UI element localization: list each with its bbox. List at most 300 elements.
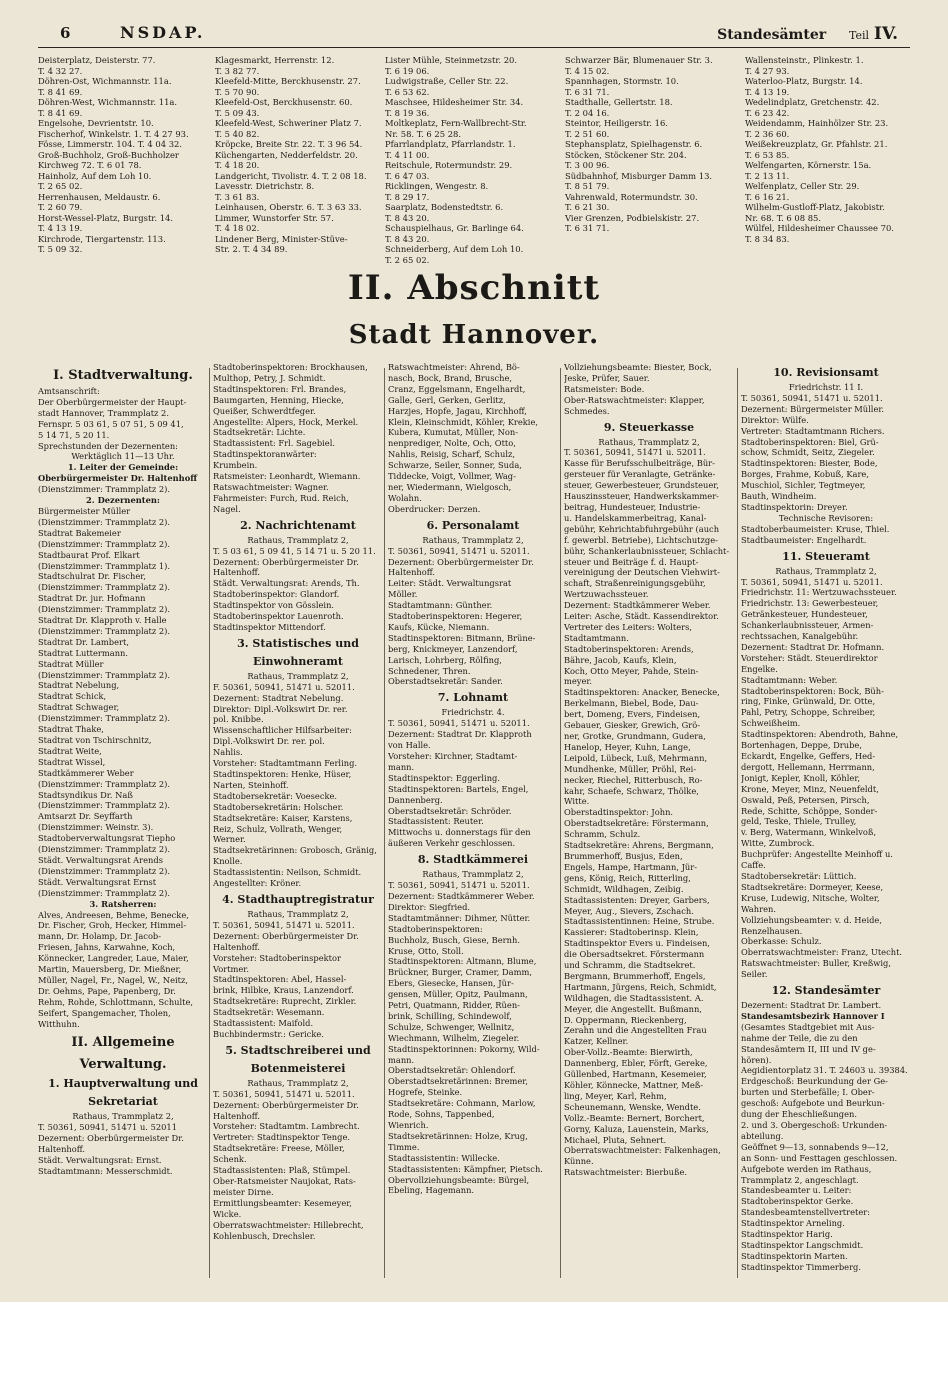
section-heading: 11. Steueramt bbox=[782, 549, 870, 563]
entry-line: Stadtamtmann: Messerschmidt. bbox=[38, 1166, 173, 1176]
section-heading: 6. Personalamt bbox=[426, 518, 520, 532]
entry-line: Meyer, Aug., Sievers, Zschach. bbox=[564, 905, 694, 916]
directory-line: T. 4 18 20. bbox=[215, 160, 260, 170]
entry-line: T. 50361, 50941, 51471 u. 52011. bbox=[213, 1088, 355, 1099]
entry-line: Stadtinspektoranwärter: bbox=[213, 449, 317, 460]
entry-line: (Dienstzimmer: Trammplatz 2). bbox=[38, 538, 171, 549]
directory-line: T. 4 13 19. bbox=[745, 86, 790, 97]
entry-line: Kohlenbusch, Drechsler. bbox=[213, 1230, 316, 1241]
directory-line: T. 2 60 79. bbox=[38, 202, 83, 212]
entry-line: T. 50361, 50941, 51471 u. 52011 bbox=[38, 1122, 177, 1133]
directory-line: Kirchweg 72. T. 6 01 78. bbox=[38, 160, 142, 170]
entry-line: kahr, Schaefe, Schwarz, Thölke, bbox=[564, 785, 699, 796]
page-number: 6 bbox=[60, 24, 71, 42]
entry-line: Stadtbaurat Prof. Elkart bbox=[38, 549, 140, 560]
entry-line: Buchprüfer: Angestellte Meinhoff u. bbox=[741, 849, 893, 860]
entry-line: Gebauer, Giesker, Grewich, Grö- bbox=[564, 720, 701, 731]
entry-line: Nahlis. bbox=[213, 747, 243, 758]
entry-line: Rathaus, Trammplatz 2, bbox=[598, 436, 700, 447]
section-heading: 4. Stadthauptregistratur bbox=[222, 892, 374, 906]
entry-line: Kubera, Kumutat, Müller, Non- bbox=[388, 427, 519, 438]
entry-line: Rehm, Rohde, Schlottmann, Schulte, bbox=[38, 996, 194, 1007]
entry-line: Stadtassistentinnen: Heine, Strube. bbox=[564, 916, 715, 927]
entry-line: steuer und Beiträge f. d. Haupt- bbox=[564, 556, 699, 567]
entry-line: nenprediger, Nolte, Och, Otto, bbox=[388, 438, 516, 449]
entry-line: Haltenhoff. bbox=[213, 1110, 260, 1121]
entry-line: Seifert, Spangemacher, Tholen, bbox=[38, 1007, 171, 1018]
entry-line: Stadtobersekretärin: Holscher. bbox=[213, 801, 344, 812]
entry-line: Stadtrat Schick, bbox=[38, 691, 107, 702]
entry-line: Wolahn. bbox=[388, 492, 422, 503]
entry-line: geld, Teske, Thiele, Trulley, bbox=[741, 816, 857, 827]
party-masthead: NSDAP. bbox=[120, 23, 206, 42]
directory-line: Kirchrode, Tiergartenstr. 113. bbox=[38, 233, 166, 244]
directory-line: Kleefeld-West, Schweriner Platz 7. bbox=[215, 118, 362, 128]
entry-line: Wienrich. bbox=[388, 1120, 429, 1130]
entry-line: (Dienstzimmer: Trammplatz 2). bbox=[38, 844, 171, 855]
entry-line: Witte, Zumbrock. bbox=[741, 838, 815, 849]
entry-line: 2. und 3. Obergeschoß: Urkunden- bbox=[741, 1120, 888, 1130]
entry-line: 2. Dezernenten: bbox=[86, 495, 160, 506]
entry-line: Stadtamtmann. bbox=[564, 632, 629, 643]
entry-line: Stadtrat Wissel, bbox=[38, 756, 106, 767]
body-column-4 bbox=[564, 362, 734, 1282]
entry-line: Stadtinspektor Harig. bbox=[741, 1229, 833, 1240]
directory-line: Nr. 58. T. 6 25 28. bbox=[385, 128, 462, 139]
directory-line: T. 6 19 06. bbox=[385, 65, 430, 76]
directory-line: T. 3 61 83. bbox=[215, 191, 260, 202]
entry-line: Pahl, Petry, Schoppe, Schreiber, bbox=[741, 707, 876, 718]
entry-line: Stadtinspektorin: Dreyer. bbox=[741, 501, 848, 512]
entry-line: Koch, Otto Meyer, Pahde, Stein- bbox=[564, 665, 699, 676]
entry-line: Stadtsekretäre: Cohmann, Marlow, bbox=[388, 1098, 536, 1109]
directory-line: T. 5 40 82. bbox=[215, 128, 260, 139]
entry-line: Hauszinssteuer, Handwerkskammer- bbox=[564, 491, 719, 502]
entry-line: die Obersadtsekret. Förstermann bbox=[564, 949, 705, 960]
directory-line: Wallensteinstr., Plinkestr. 1. bbox=[745, 55, 864, 65]
entry-line: Dezernent: Stadtrat Dr. Lambert. bbox=[741, 1000, 882, 1011]
section-heading: 12. Standesämter bbox=[771, 984, 881, 998]
directory-line: Küchengarten, Nedderfeldstr. 20. bbox=[215, 149, 358, 160]
entry-line: 3. Ratsherren: bbox=[89, 898, 157, 909]
directory-line: Hainholz, Auf dem Loh 10. bbox=[38, 170, 152, 181]
entry-line: Dannenberg, Ebler, Förft, Gereke, bbox=[564, 1058, 708, 1069]
entry-line: Katzer, Kellner. bbox=[564, 1036, 629, 1047]
directory-line: T. 6 21 30. bbox=[565, 202, 610, 212]
entry-line: Fahrmeister: Furch, Rud. Reich, bbox=[213, 492, 349, 503]
directory-line: Stöcken, Stöckener Str. 204. bbox=[565, 149, 687, 160]
entry-line: Stadtinspektor Mittendorf. bbox=[213, 621, 326, 632]
section-heading: II. Allgemeine bbox=[71, 1035, 175, 1051]
entry-line: Stadtinspektoren: Henke, Hüser, bbox=[213, 769, 352, 779]
entry-line: Kruse, Ludewig, Nitsche, Wolter, bbox=[741, 892, 880, 903]
directory-line: Moltkeplatz, Fern-Wallbrecht-Str. bbox=[385, 118, 527, 128]
entry-line: Ebeling, Hagemann. bbox=[388, 1185, 475, 1196]
entry-line: brink, Schilling, Schindewolf, bbox=[388, 1010, 512, 1021]
entry-line: Jonigt, Kepler, Knoll, Köhler, bbox=[741, 772, 861, 783]
directory-line: Kleefeld-Ost, Berckhusenstr. 60. bbox=[215, 97, 353, 107]
entry-line: gens, König, Reich, Ritterling, bbox=[564, 872, 691, 883]
entry-line: T. 50361, 50941, 51471 u. 52011. bbox=[741, 576, 883, 587]
directory-line: Deisterplatz, Deisterstr. 77. bbox=[38, 55, 156, 65]
directory-line: Wedelindplatz, Gretchenstr. 42. bbox=[745, 97, 880, 107]
entry-line: gebühr, Kehrichtabfuhrgebühr (auch bbox=[564, 523, 720, 534]
directory-line: T. 8 19 36. bbox=[385, 107, 430, 118]
entry-line: Knolle. bbox=[213, 856, 243, 867]
directory-line: Schauspielhaus, Gr. Barlinge 64. bbox=[385, 223, 524, 233]
directory-line: Ludwigstraße, Celler Str. 22. bbox=[385, 76, 509, 86]
entry-line: T. 50361, 50941, 51471 u. 52011. bbox=[388, 880, 530, 891]
entry-line: Witte. bbox=[564, 796, 590, 807]
entry-line: Schwarze, Seiler, Sonner, Suda, bbox=[388, 460, 522, 471]
entry-line: und Schramm, die Stadtsekret. bbox=[564, 960, 696, 971]
entry-line: Caffe. bbox=[741, 860, 766, 871]
entry-line: Vorsteher: Stadtoberinspektor bbox=[213, 952, 341, 963]
directory-line: T. 4 18 02. bbox=[215, 223, 260, 233]
entry-line: Stadtinspektoren: Anacker, Benecke, bbox=[564, 687, 720, 698]
entry-line: Angestellte: Alpers, Hock, Merkel. bbox=[213, 416, 359, 427]
entry-line: an Sonn- und Festtagen geschlossen. bbox=[741, 1152, 898, 1163]
directory-line: Lister Mühle, Steinmetzstr. 20. bbox=[385, 55, 518, 65]
entry-line: Stadtsekretäre: Ahrens, Bergmann, bbox=[564, 840, 714, 851]
entry-line: Stadtinspektoren: Bitmann, Brüne- bbox=[388, 632, 536, 643]
entry-line: Friedrichstr. 13: Gewerbesteuer, bbox=[741, 598, 879, 609]
entry-line: ner, Grotke, Grundmann, Gudera, bbox=[564, 731, 706, 741]
entry-line: Larisch, Lohrberg, Rölfing, bbox=[388, 654, 502, 665]
entry-line: Stadtsekretärinnen: Holze, Krug, bbox=[388, 1130, 528, 1141]
entry-line: Stadtinspektoren: Bartels, Engel, bbox=[388, 783, 529, 794]
entry-line: Mundhenke, Müller, Pröhl, Rei- bbox=[564, 763, 697, 774]
entry-line: Schmidt, Wildhagen, Zeibig. bbox=[564, 883, 684, 894]
entry-line: Der Oberbürgermeister der Haupt- bbox=[38, 396, 187, 407]
section-heading: Einwohneramt bbox=[252, 654, 343, 668]
city-title: Stadt Hannover. bbox=[348, 320, 600, 350]
directory-line: Waterloo-Platz, Burgstr. 14. bbox=[745, 76, 863, 86]
entry-line: Angestellter: Kröner. bbox=[213, 878, 302, 889]
directory-line: T. 4 11 00. bbox=[385, 149, 430, 160]
entry-line: Stadtrat Bakemeier bbox=[38, 527, 121, 538]
entry-line: stadt Hannover, Trammplatz 2. bbox=[38, 407, 169, 418]
entry-line: gensen, Müller, Opitz, Paulmann, bbox=[388, 989, 528, 1000]
directory-line: Schneiderberg, Auf dem Loh 10. bbox=[385, 244, 524, 254]
entry-line: ner, Wiedermann, Wielgosch, bbox=[388, 481, 512, 492]
entry-line: Ratswachtmeister: Bierbuße. bbox=[564, 1167, 688, 1178]
entry-line: Dr. Oehms, Pape, Papenberg, Dr. bbox=[38, 985, 176, 996]
entry-line: Tiddecke, Voigt, Vollmer, Wag- bbox=[388, 471, 516, 482]
entry-line: Brummerhoff, Busjus, Eden, bbox=[564, 850, 683, 861]
directory-line: T. 8 43 20. bbox=[385, 233, 430, 244]
entry-line: Sprechstunden der Dezernenten: bbox=[38, 440, 178, 451]
entry-line: Stadtinspektorin Marten. bbox=[741, 1250, 848, 1261]
entry-line: Brückner, Burger, Cramer, Damm, bbox=[388, 967, 532, 978]
entry-line: Witthuhn. bbox=[38, 1018, 80, 1029]
directory-line: T. 2 51 60. bbox=[565, 128, 610, 139]
entry-line: (Gesamtes Stadtgebiet mit Aus- bbox=[741, 1021, 875, 1032]
section-heading: 2. Nachrichtenamt bbox=[240, 518, 356, 532]
directory-line: T. 5 70 90. bbox=[215, 86, 260, 97]
entry-line: 1. Leiter der Gemeinde: bbox=[67, 462, 179, 473]
entry-line: bühr, Schankerlaubnissteuer, Schlacht- bbox=[564, 545, 730, 556]
directory-line: Herrenhausen, Meldaustr. 6. bbox=[38, 191, 161, 202]
entry-line: Oberstadtsekretär: Schröder. bbox=[388, 805, 512, 816]
directory-line: T. 3 00 96. bbox=[565, 160, 610, 170]
directory-line: Welfengarten, Körnerstr. 15a. bbox=[745, 160, 872, 170]
directory-line: Schwarzer Bär, Blumenauer Str. 3. bbox=[565, 55, 713, 65]
entry-line: Meyer, die Angestellt. Bußmann, bbox=[564, 1003, 702, 1014]
entry-line: Krumbein. bbox=[213, 460, 258, 471]
entry-line: Stadtoberinspektor Gerke. bbox=[741, 1196, 854, 1207]
entry-line: Vollz.-Beamte: Bernert, Borchert, bbox=[564, 1112, 705, 1123]
entry-line: Städt. Verwaltungsrat Arends bbox=[38, 854, 163, 865]
entry-line: Oberratswachtmeister: Hillebrecht, bbox=[213, 1219, 364, 1230]
entry-line: Bergmann, Brummerhoff, Engels, bbox=[564, 970, 706, 981]
entry-line: Harzjes, Hopfe, Jagau, Kirchhoff, bbox=[388, 405, 527, 416]
section-heading: 9. Steuerkasse bbox=[603, 420, 695, 434]
entry-line: Müller, Nagel, Fr., Nagel, W., Neitz, bbox=[38, 974, 188, 985]
entry-line: mann. bbox=[388, 761, 415, 772]
entry-line: Städt. Verwaltungsrat Ernst bbox=[38, 876, 157, 887]
entry-line: brink, Hilbke, Kraus, Lanzendorf. bbox=[213, 985, 354, 996]
entry-line: Rathaus, Trammplatz 2, bbox=[72, 1111, 174, 1122]
entry-line: Vorsteher: Städt. Steuerdirektor bbox=[741, 652, 878, 663]
entry-line: Stadtinspektor: Eggerling. bbox=[388, 772, 500, 783]
directory-line: Nr. 68. T. 6 08 85. bbox=[745, 212, 822, 223]
top-column-3 bbox=[385, 55, 550, 265]
entry-line: Jeske, Prüfer, Sauer. bbox=[564, 372, 650, 383]
entry-line: Ebers, Giesecke, Hansen, Jür- bbox=[388, 978, 514, 989]
directory-line: T. 2 65 02. bbox=[38, 181, 83, 191]
section-title: II. Abschnitt bbox=[347, 268, 601, 308]
directory-line: Vahrenwald, Rotermundstr. 30. bbox=[565, 191, 698, 202]
entry-line: Stadtoberinspektoren: Bock, Büh- bbox=[741, 685, 884, 696]
entry-line: Martin, Mauersberg, Dr. Mießner, bbox=[38, 964, 182, 975]
entry-line: (Dienstzimmer: Trammplatz 2). bbox=[38, 484, 171, 495]
directory-line: T. 4 27 93. bbox=[745, 65, 790, 76]
directory-line: Horst-Wessel-Platz, Burgstr. 14. bbox=[38, 212, 174, 223]
entry-line: beitrag, Hundesteuer, Industrie- bbox=[564, 501, 701, 512]
body-column-2 bbox=[213, 362, 383, 1282]
top-directory-columns bbox=[38, 55, 910, 265]
entry-line: Vertreter: Stadtamtmann Richers. bbox=[741, 425, 885, 436]
entry-line: Aegidientorplatz 31. T. 24603 u. 39384. bbox=[741, 1065, 908, 1076]
directory-line: Pfarrlandplatz, Pfarrlandstr. 1. bbox=[385, 139, 516, 149]
entry-line: Geöffnet 9—13, sonnabends 9—12, bbox=[741, 1141, 889, 1152]
entry-line: Dezernent: Stadtkämmerer Weber. bbox=[564, 600, 711, 611]
entry-line: Oberdrucker: Derzen. bbox=[388, 503, 481, 514]
entry-line: Scheunemann, Wenske, Wendte. bbox=[564, 1101, 701, 1112]
entry-line: rechtssachen, Kanalgebühr. bbox=[741, 631, 859, 642]
directory-line: T. 8 41 69. bbox=[38, 86, 83, 97]
entry-line: Schweißheim. bbox=[741, 718, 801, 729]
entry-line: ling, Meyer, Karl, Rehm, bbox=[564, 1090, 667, 1101]
entry-line: Dezernent: Stadtrat Dr. Hofmann. bbox=[741, 641, 885, 652]
directory-line: Landgericht, Tivolistr. 4. T. 2 08 18. bbox=[215, 170, 367, 181]
entry-line: Hartmann, Jürgens, Reich, Schmidt, bbox=[564, 981, 717, 992]
entry-line: Berkelmann, Biebel, Bode, Dau- bbox=[564, 698, 699, 709]
entry-line: Stadtrat Dr. Klapproth v. Halle bbox=[38, 615, 167, 626]
entry-line: Dezernent: Oberbürgermeister Dr. bbox=[213, 930, 359, 941]
directory-line: Döhren-West, Wichmannstr. 11a. bbox=[38, 97, 178, 107]
entry-line: Stadtinspektor Arneling. bbox=[741, 1218, 845, 1229]
entry-line: Güllenbed, Hartmann, Kesemeier, bbox=[564, 1069, 707, 1080]
entry-line: Buchholz, Busch, Giese, Bernh. bbox=[388, 934, 520, 945]
entry-line: Stadtrat Dr. Lambert, bbox=[38, 636, 129, 647]
entry-line: von Halle. bbox=[388, 740, 431, 751]
section-heading: 7. Lohnamt bbox=[437, 691, 509, 705]
directory-line: T. 6 47 03. bbox=[385, 170, 430, 181]
entry-line: Multhop, Petry, J. Schmidt. bbox=[213, 372, 326, 383]
entry-line: Klein, Kleinschmidt, Köhler, Krekie, bbox=[388, 416, 538, 427]
entry-line: Schenk. bbox=[213, 1154, 247, 1165]
entry-line: Wahren. bbox=[741, 903, 776, 914]
entry-line: Engelke. bbox=[741, 663, 778, 674]
column-divider bbox=[384, 368, 385, 1278]
entry-line: Haltenhoff. bbox=[213, 567, 260, 578]
entry-line: Oberstadtsekretärinnen: Bremer, bbox=[388, 1076, 528, 1087]
section-heading: Verwaltung. bbox=[79, 1057, 167, 1073]
entry-line: Petri, Quatmann, Ridder, Rüen- bbox=[388, 1000, 520, 1011]
entry-line: T. 5 03 61, 5 09 41, 5 14 71 u. 5 20 11. bbox=[213, 545, 376, 556]
entry-line: Stadtassistenten: Dreyer, Garbers, bbox=[564, 894, 710, 905]
entry-line: Ober-Ratswachtmeister: Klapper, bbox=[564, 394, 705, 405]
entry-line: Vorsteher: Stadtamtm. Lambrecht. bbox=[213, 1121, 360, 1132]
entry-line: Reiz, Schulz, Vollrath, Wenger, bbox=[213, 823, 343, 834]
directory-line: T. 8 43 20. bbox=[385, 212, 430, 223]
entry-line: Fernspr. 5 03 61, 5 07 51, 5 09 41, bbox=[38, 418, 184, 429]
entry-line: D. Oppermann, Rieckenberg, bbox=[564, 1014, 687, 1025]
entry-line: Rode, Sohns, Tappenbed, bbox=[388, 1109, 495, 1120]
entry-line: Stadtinspektoren: Altmann, Blume, bbox=[388, 956, 537, 967]
entry-line: Getränkesteuer, Hundesteuer, bbox=[741, 609, 868, 620]
entry-line: Leiter: Asche, Städt. Kassendirektor. bbox=[564, 611, 719, 622]
entry-line: Stadtobersekretär: Voesecke. bbox=[213, 790, 338, 801]
entry-line: dung der Eheschließungen. bbox=[741, 1109, 857, 1120]
directory-line: T. 4 13 19. bbox=[38, 223, 83, 233]
entry-line: Erdgeschoß: Beurkundung der Ge- bbox=[741, 1076, 888, 1087]
entry-line: Stadtrat Müller bbox=[38, 658, 104, 669]
directory-line: Fösse, Limmerstr. 104. T. 4 04 32. bbox=[38, 139, 183, 149]
directory-line: T. 8 34 83. bbox=[745, 233, 790, 244]
entry-line: Stadtassistent: Frl. Sagebiel. bbox=[213, 438, 336, 449]
entry-line: schaft, Straßenreinigungsgebühr, bbox=[564, 578, 706, 589]
body-column-5 bbox=[741, 362, 911, 1282]
entry-line: Wiechmann, Wilhelm, Ziegeler. bbox=[388, 1032, 520, 1043]
entry-line: Schramm, Schulz. bbox=[564, 829, 641, 840]
entry-line: Technische Revisoren: bbox=[778, 512, 874, 523]
directory-line: T. 6 31 71. bbox=[565, 223, 610, 233]
entry-line: T. 50361, 50941, 51471 u. 52011. bbox=[388, 545, 530, 556]
entry-line: Nagel. bbox=[213, 503, 241, 514]
entry-line: u. Handelskammerbeitrag, Kanal- bbox=[564, 512, 707, 523]
entry-line: Trammplatz 2, angeschlagt. bbox=[741, 1174, 859, 1185]
directory-line: Welfenplatz, Celler Str. 29. bbox=[745, 181, 860, 191]
directory-line: Weißekreuzplatz, Gr. Pfahlstr. 21. bbox=[745, 139, 888, 149]
entry-line: meister Dirne. bbox=[213, 1186, 274, 1197]
entry-line: pol. Knibbe. bbox=[213, 714, 264, 725]
entry-line: Stadtassistent: Reuter. bbox=[388, 816, 484, 827]
entry-line: Stadtoberinspektor: Glandorf. bbox=[213, 589, 340, 600]
entry-line: (Dienstzimmer: Trammplatz 2). bbox=[38, 604, 171, 615]
entry-line: ring, Finke, Grünwald, Dr. Otte, bbox=[741, 696, 876, 707]
entry-line: dergott, Hellemann, Herrmann, bbox=[741, 761, 875, 772]
entry-line: Bauth, Windheim. bbox=[741, 491, 817, 502]
entry-line: Engels, Hampe, Hartmann, Jür- bbox=[564, 861, 698, 872]
section-heading: 3. Statistisches und bbox=[237, 636, 359, 650]
entry-line: Stadtassistenten: Plaß, Stümpel. bbox=[213, 1165, 351, 1176]
entry-line: Köhler, Könnecke, Mattner, Meß- bbox=[564, 1080, 704, 1090]
entry-line: Rathaus, Trammplatz 2, bbox=[247, 670, 349, 681]
entry-line: (Dienstzimmer: Trammplatz 2). bbox=[38, 778, 171, 789]
entry-line: Bürgermeister Müller bbox=[38, 505, 131, 516]
entry-line: Krone, Meyer, Minz, Neuenfeldt, bbox=[741, 783, 879, 794]
entry-line: Zerahn und die Angestellten Frau bbox=[564, 1025, 707, 1036]
entry-line: Narten, Steinhoff. bbox=[213, 779, 289, 790]
entry-line: bert, Domeng, Evers, Findeisen, bbox=[564, 709, 701, 720]
entry-line: Friedrichstr. 11 I. bbox=[788, 382, 864, 392]
section-heading: 8. Stadtkämmerei bbox=[417, 853, 529, 867]
entry-line: Oberkasse: Schulz. bbox=[741, 936, 822, 947]
entry-line: Gorny, Kaluza, Lauenstein, Marks, bbox=[564, 1123, 709, 1134]
entry-line: Stadtinspektor Timmerberg. bbox=[741, 1261, 861, 1272]
entry-line: Dannenberg. bbox=[388, 794, 443, 805]
top-column-5 bbox=[745, 55, 910, 244]
entry-line: gersteuer für Veranlagte, Getränke- bbox=[564, 469, 716, 480]
entry-line: Nahlis, Reisig, Scharf, Schulz, bbox=[388, 449, 516, 460]
entry-line: Schulze, Schwenger, Wellnitz, bbox=[388, 1021, 515, 1032]
entry-line: Stadtrat von Tschirschnitz, bbox=[38, 735, 152, 745]
entry-line: Borges, Frahme, Kobuß, Kare, bbox=[741, 469, 869, 480]
entry-line: Stadtrat Weite, bbox=[38, 745, 102, 756]
section-heading: 1. Hauptverwaltung und bbox=[48, 1077, 198, 1091]
header-rule bbox=[38, 47, 910, 48]
entry-line: Standesbeamter u. Leiter: bbox=[741, 1185, 852, 1196]
entry-line: Standesamtsbezirk Hannover I bbox=[741, 1010, 885, 1021]
directory-line: T. 2 13 11. bbox=[745, 170, 790, 181]
directory-line: Reitschule, Rotermundstr. 29. bbox=[385, 160, 513, 170]
section-heading: 10. Revisionsamt bbox=[773, 366, 879, 379]
entry-line: Baumgarten, Henning, Hiecke, bbox=[213, 394, 344, 405]
directory-line: T. 2 65 02. bbox=[385, 254, 430, 265]
entry-line: Rathaus, Trammplatz 2, bbox=[775, 565, 877, 576]
entry-line: Stadtassistentin: Willecke. bbox=[388, 1152, 500, 1163]
entry-line: Werktäglich 11—13 Uhr. bbox=[71, 451, 175, 462]
entry-line: Dezernent: Stadtrat Dr. Klapproth bbox=[388, 729, 532, 740]
entry-line: Friesen, Jahns, Karwahne, Koch, bbox=[38, 942, 176, 953]
entry-line: Vollziehungsbeamte: Biester, Bock, bbox=[564, 362, 712, 372]
entry-line: (Dienstzimmer: Trammplatz 2). bbox=[38, 887, 171, 898]
entry-line: Dezernent: Bürgermeister Müller. bbox=[741, 403, 885, 414]
entry-line: Stadtsekretär: Lichte. bbox=[213, 427, 306, 438]
entry-line: Stadtinspektoren: Frl. Brandes, bbox=[213, 383, 347, 394]
entry-line: Ratswachtmeister: Buller, Kreßwig, bbox=[741, 958, 891, 969]
directory-line: T. 5 09 32. bbox=[38, 244, 83, 254]
entry-line: Kassierer: Stadtoberinsp. Klein, bbox=[564, 927, 699, 938]
entry-line: Stadtinspektorinnen: Pokorny, Wild- bbox=[388, 1043, 540, 1054]
entry-line: Künne. bbox=[564, 1156, 594, 1167]
entry-line: Stadtoberinspektoren: Biel, Grü- bbox=[741, 436, 879, 447]
entry-line: Stadtsekretäre: Dormeyer, Keese, bbox=[741, 881, 884, 892]
entry-line: (Dienstzimmer: Trammplatz 2). bbox=[38, 669, 171, 680]
entry-line: (Dienstzimmer: Trammplatz 2). bbox=[38, 582, 171, 593]
entry-line: burten und Sterbefälle; I. Ober- bbox=[741, 1087, 875, 1098]
entry-line: Stadtoberinspektoren: Hegerer, bbox=[388, 611, 523, 622]
entry-line: (Dienstzimmer: Weinstr. 3). bbox=[38, 822, 154, 833]
directory-line: T. 5 09 43. bbox=[215, 107, 260, 118]
header-right bbox=[717, 24, 898, 44]
entry-line: Wicke. bbox=[213, 1208, 242, 1219]
entry-line: Ober-Ratsmeister Naujokat, Rats- bbox=[213, 1176, 356, 1186]
entry-line: Dezernent: Oberbürgermeister Dr. bbox=[213, 556, 359, 567]
